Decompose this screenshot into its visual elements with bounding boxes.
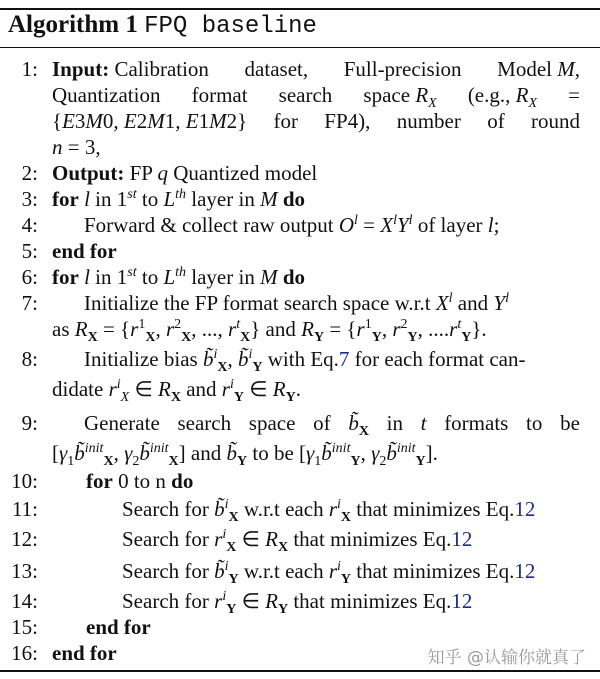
header-rule bbox=[0, 47, 600, 48]
line-text: n = 3, bbox=[52, 135, 101, 159]
algo-line bbox=[0, 614, 592, 640]
line-text: Quantization format search space $R_X$ (e.g., $R_X$ = bbox=[52, 83, 580, 112]
line-number: 10: bbox=[11, 469, 38, 493]
line-number: 2: bbox=[21, 161, 38, 185]
algo-line bbox=[0, 346, 592, 376]
algo-line bbox=[0, 264, 592, 290]
algo-line bbox=[0, 186, 592, 212]
line-number: 9: bbox=[21, 411, 38, 435]
line-number: 15: bbox=[11, 615, 38, 639]
algo-line bbox=[0, 108, 592, 134]
line-text: Search for $r^i_Y$ ∈ $R_Y$ that minimizes Eq.12 bbox=[122, 589, 473, 618]
line-text: [$\gamma_1b̃^{init}_X$, $\gamma_2b̃^{init}_X$] and $b̃_Y$ to be [$\gamma_1b̃^{init}_Y$, $\gamma_2b̃^{init}_Y$]. bbox=[52, 441, 438, 470]
line-number: 1: bbox=[21, 57, 38, 81]
algo-line bbox=[0, 238, 592, 264]
algo-line bbox=[0, 376, 592, 406]
line-text: didate $r^i_X$ ∈ $R_X$ and $r^i_Y$ ∈ $R_Y$. bbox=[52, 377, 301, 406]
line-number: 5: bbox=[21, 239, 38, 263]
algorithm-title bbox=[8, 11, 317, 40]
line-text: for l in 1st to Lth layer in M do bbox=[52, 187, 306, 211]
line-text: end for bbox=[86, 615, 151, 639]
top-rule bbox=[0, 8, 600, 10]
line-text: Generate search space of $b̃_X$ in t formats to be bbox=[84, 411, 580, 440]
line-text: Forward & collect raw output $O^l = X^lY^l$ of layer l; bbox=[84, 213, 500, 237]
line-text: Search for $r^i_X$ ∈ $R_X$ that minimizes Eq.12 bbox=[122, 527, 473, 556]
line-number: 6: bbox=[21, 265, 38, 289]
line-text: for 0 to n do bbox=[86, 469, 194, 493]
algo-line bbox=[0, 56, 592, 82]
line-text: as $R_X = \{r^1_X$, $r^2_X$, ..., $r^t_X$} and $R_Y = \{r^1_Y$, $r^2_Y$, $....r^t_Y$}. bbox=[52, 317, 487, 346]
line-number: 16: bbox=[11, 641, 38, 665]
line-number: 4: bbox=[21, 213, 38, 237]
algo-line bbox=[0, 212, 592, 238]
line-text: Output: FP q Quantized model bbox=[52, 161, 318, 185]
line-number: 11: bbox=[11, 497, 38, 521]
algo-line bbox=[0, 496, 592, 526]
line-number: 13: bbox=[11, 559, 38, 583]
algo-line bbox=[0, 290, 592, 316]
algo-line bbox=[0, 160, 592, 186]
algo-line bbox=[0, 316, 592, 346]
algo-line bbox=[0, 558, 592, 588]
line-number: 8: bbox=[21, 347, 38, 371]
algo-line bbox=[0, 82, 592, 112]
algo-line bbox=[0, 468, 592, 494]
line-text: for l in 1st to Lth layer in M do bbox=[52, 265, 306, 289]
line-text: Input: Calibration dataset, Full-precision Model M, bbox=[52, 57, 580, 81]
line-number: 7: bbox=[21, 291, 38, 315]
watermark: 知乎 @认输你就真了 bbox=[427, 648, 586, 668]
line-number: 12: bbox=[11, 527, 38, 551]
line-text: {E3M0, E2M1, E1M2} for FP4), number of round bbox=[52, 109, 580, 133]
line-number: 14: bbox=[11, 589, 38, 613]
line-text: Initialize bias b̃$^i_X$, b̃$^i_Y$ with Eq.7 for each format can- bbox=[84, 347, 526, 376]
line-text: Initialize the FP format search space w.r.t $X^l$ and $Y^l$ bbox=[84, 291, 509, 315]
line-text: Search for b̃$^i_Y$ w.r.t each $r^i_Y$ that minimizes Eq.12 bbox=[122, 559, 536, 588]
bottom-rule bbox=[0, 670, 600, 672]
algorithm-label: Algorithm 1 bbox=[8, 11, 138, 38]
line-text: end for bbox=[52, 641, 117, 665]
algo-line bbox=[0, 134, 592, 160]
algo-line bbox=[0, 588, 592, 618]
line-text: Search for b̃$^i_X$ w.r.t each $r^i_X$ that minimizes Eq.12 bbox=[122, 497, 536, 526]
algo-line bbox=[0, 526, 592, 556]
algo-line bbox=[0, 410, 592, 440]
line-text: end for bbox=[52, 239, 117, 263]
algorithm-name: FPQ baseline bbox=[144, 13, 317, 40]
line-number: 3: bbox=[21, 187, 38, 211]
algo-line bbox=[0, 440, 592, 470]
